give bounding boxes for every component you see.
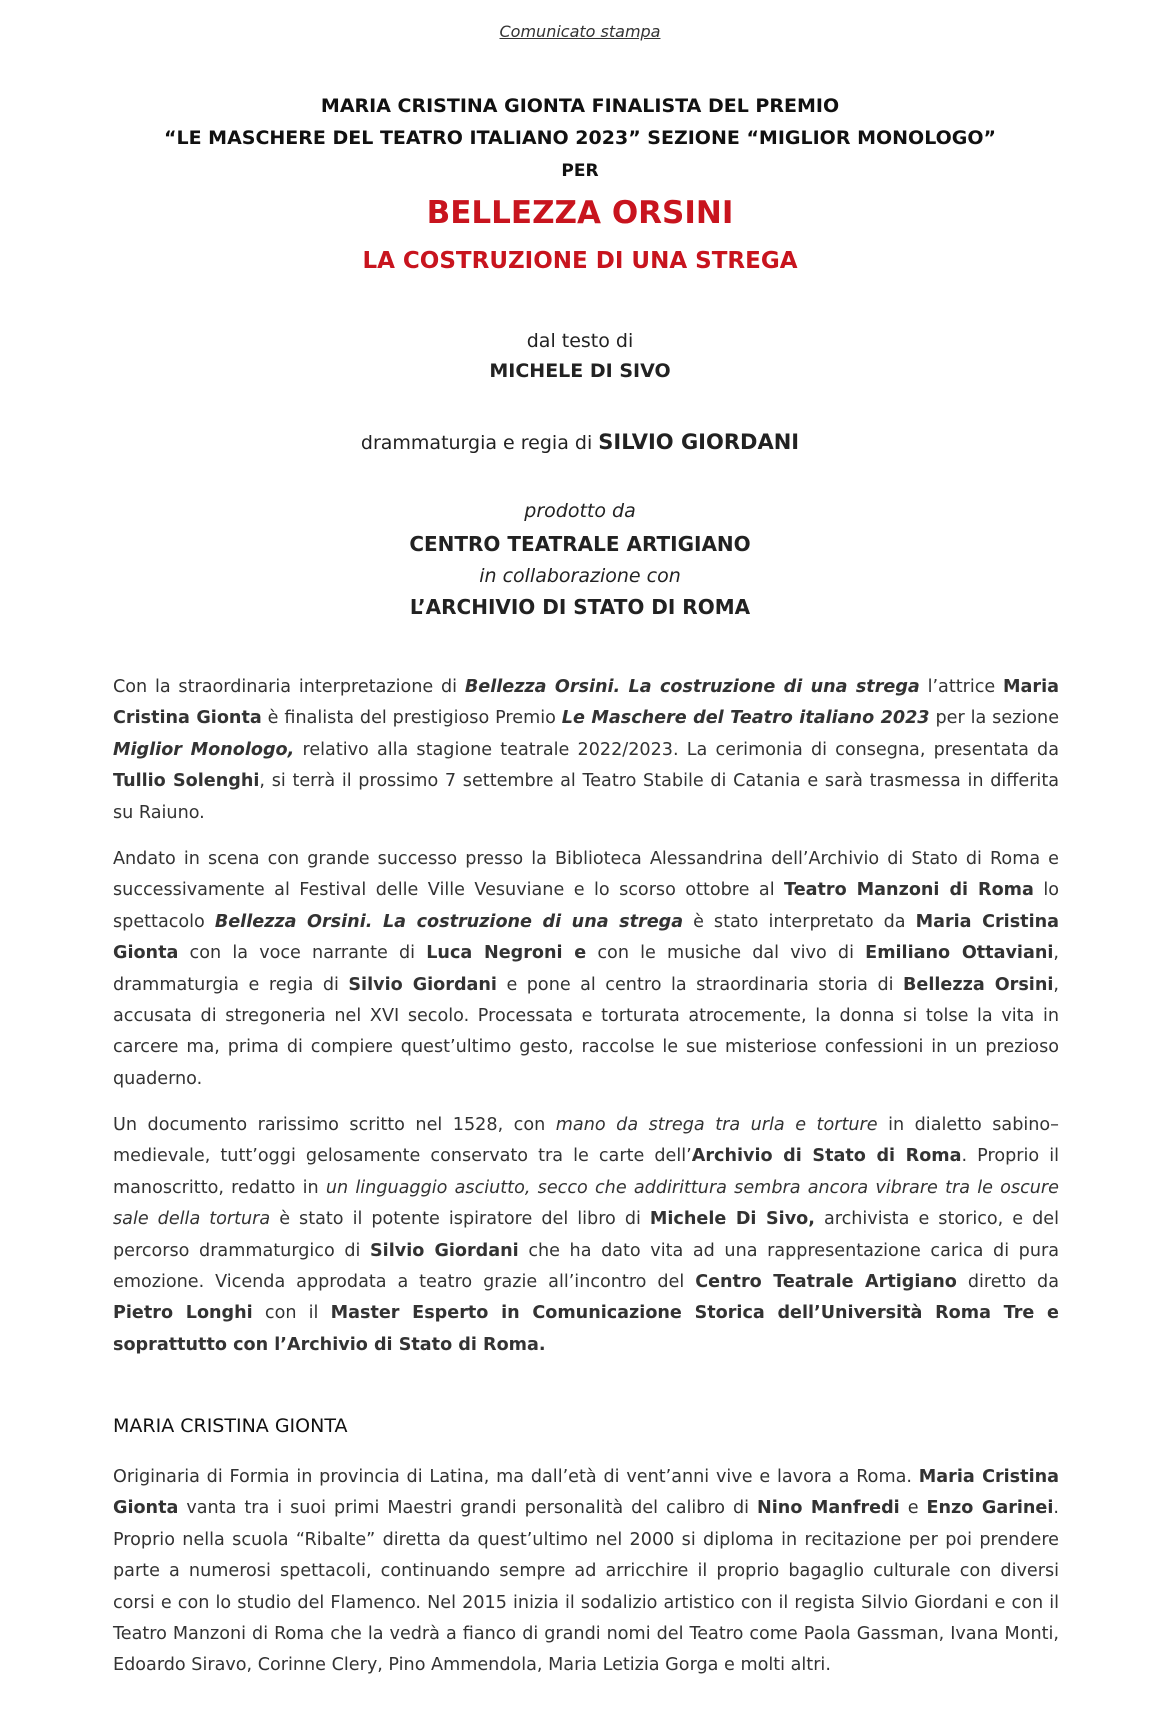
- text-run: Andato in scena con grande successo presso la Biblioteca Alessandrina dell’Archivio di Stato di Roma e successivamente al Festival delle Ville Vesuviane e lo scorso ottobre al: [113, 849, 1059, 901]
- paragraph-2: [113, 844, 1059, 1095]
- text-run: Tullio Solenghi: [113, 771, 260, 792]
- author-name: MICHELE DI SIVO: [489, 360, 671, 382]
- text-run: che ha dato vita ad una rappresentazione carica di pura emozione. Vicenda approdata a teatro grazie all’incontro del: [113, 1240, 1060, 1293]
- director-name: SILVIO GIORDANI: [598, 430, 800, 454]
- text-run: Un documento rarissimo scritto nel 1528, con: [113, 1115, 556, 1135]
- text-run: e: [899, 1498, 927, 1519]
- text-run: Miglior Monologo,: [113, 739, 295, 760]
- text-run: Bellezza Orsini. La costruzione di una strega: [464, 677, 920, 697]
- text-run: vanta tra i suoi primi Maestri grandi personalità del calibro di: [178, 1498, 758, 1519]
- text-run: Bellezza Orsini: [903, 974, 1054, 995]
- text-run: diretto da: [956, 1272, 1059, 1293]
- text-run: Luca Negroni e: [426, 943, 587, 964]
- text-run: , drammaturgia e regia di: [113, 943, 1059, 995]
- text-run: . Proprio il manoscritto, redatto in: [113, 1146, 1059, 1198]
- text-run: Maria Cristina Gionta: [113, 677, 1059, 729]
- headline-line-3: PER: [561, 161, 599, 181]
- text-run: Maria Cristina Gionta: [113, 911, 1060, 964]
- text-run: Le Maschere del Teatro italiano 2023: [561, 708, 930, 729]
- text-run: Pietro Longhi: [113, 1303, 253, 1324]
- text-run: Bellezza Orsini. La costruzione di una strega: [214, 911, 684, 932]
- text-run: per la sezione: [929, 708, 1060, 729]
- text-run: Originaria di Formia in provincia di Latina, ma dall’età di vent’anni vive e lavora a Roma.: [113, 1467, 919, 1487]
- text-run: Centro Teatrale Artigiano: [695, 1272, 957, 1293]
- collaboration-label: in collaborazione con: [479, 565, 681, 587]
- produced-by-label: prodotto da: [524, 500, 636, 522]
- text-run: Teatro Manzoni di Roma: [784, 880, 1034, 901]
- text-run: con il: [252, 1303, 331, 1324]
- text-run: è stato il potente ispiratore del libro di: [270, 1209, 650, 1230]
- text-run: e pone al centro la straordinaria storia di: [496, 974, 903, 995]
- text-run: con le musiche dal vivo di: [586, 943, 866, 964]
- text-run: Silvio Giordani: [370, 1240, 519, 1261]
- paragraph-1: [113, 672, 1059, 829]
- text-run: Enzo Garinei: [926, 1498, 1054, 1519]
- text-run: . Proprio nella scuola “Ribalte” diretta da quest’ultimo nel 2000 si diploma in recitazione per poi prendere parte a numerosi spettacoli, continuando sempre ad arricchire il proprio bagaglio culturale con diversi corsi e con lo studio del Flamenco. Nel 2015 inizia il sodalizio artistico con il regista Silvio Giordani e con il Teatro Manzoni di Roma che la vedrà a fianco di grandi nomi del Teatro come Paola Gassman, Ivana Monti, Edoardo Siravo, Corinne Clery, Pino Ammendola, Maria Letizia Gorga e molti altri.: [113, 1498, 1059, 1676]
- direction-label: drammaturgia e regia di: [360, 432, 593, 454]
- text-run: Maria Cristina Gionta: [113, 1467, 1059, 1519]
- show-subtitle: LA COSTRUZIONE DI UNA STREGA: [362, 248, 798, 274]
- text-run: , accusata di stregoneria nel XVI secolo. Processata e torturata atrocemente, la donna si tolse la vita in carcere ma, prima di compiere quest’ultimo gesto, raccolse le sue misteriose confessioni in un prezioso quaderno.: [113, 974, 1059, 1089]
- text-run: con la voce narrante di: [178, 943, 427, 964]
- show-title: BELLEZZA ORSINI: [426, 195, 734, 231]
- text-run: Michele Di Sivo,: [649, 1209, 815, 1230]
- text-run: Silvio Giordani: [348, 974, 497, 995]
- text-run: è finalista del prestigioso Premio: [261, 708, 562, 729]
- text-run: , si terrà il prossimo 7 settembre al Teatro Stabile di Catania e sarà trasmessa in differita su Raiuno.: [113, 771, 1059, 823]
- text-run: Archivio di Stato di Roma: [691, 1146, 962, 1167]
- text-run: un linguaggio asciutto, secco che addirittura sembra ancora vibrare tra le oscure sale della tortura: [113, 1177, 1059, 1230]
- text-run: in dialetto sabino–medievale, tutt’oggi gelosamente conservato tra le carte dell’: [113, 1115, 1059, 1167]
- text-run: Master Esperto in Comunicazione Storica dell’Università Roma Tre e soprattutto con l’Archivio di Stato di Roma.: [113, 1303, 1059, 1355]
- producer-name: CENTRO TEATRALE ARTIGIANO: [409, 532, 751, 556]
- headline-line-1: MARIA CRISTINA GIONTA FINALISTA DEL PREMIO: [320, 95, 840, 117]
- text-run: è stato interpretato da: [683, 911, 916, 932]
- direction-credit: [0, 430, 1160, 454]
- headline-line-2: “LE MASCHERE DEL TEATRO ITALIANO 2023” SEZIONE “MIGLIOR MONOLOGO”: [163, 127, 997, 149]
- text-run: Nino Manfredi: [757, 1498, 900, 1519]
- collaborator-name: L’ARCHIVIO DI STATO DI ROMA: [409, 595, 751, 619]
- text-run: Emiliano Ottaviani: [865, 943, 1054, 964]
- text-run: l’attrice: [919, 677, 1004, 697]
- text-run: mano da strega tra urla e torture: [555, 1115, 878, 1135]
- paragraph-4: [113, 1462, 1059, 1682]
- text-run: archivista e storico, e del percorso drammaturgico di: [113, 1209, 1060, 1261]
- document-label: Comunicato stampa: [499, 22, 661, 41]
- text-by-label: dal testo di: [526, 330, 634, 352]
- text-run: Con la straordinaria interpretazione di: [113, 677, 465, 697]
- text-run: lo spettacolo: [113, 880, 1059, 932]
- section-title: MARIA CRISTINA GIONTA: [113, 1415, 348, 1437]
- text-run: relativo alla stagione teatrale 2022/2023. La cerimonia di consegna, presentata da: [294, 739, 1060, 760]
- paragraph-3: [113, 1110, 1059, 1361]
